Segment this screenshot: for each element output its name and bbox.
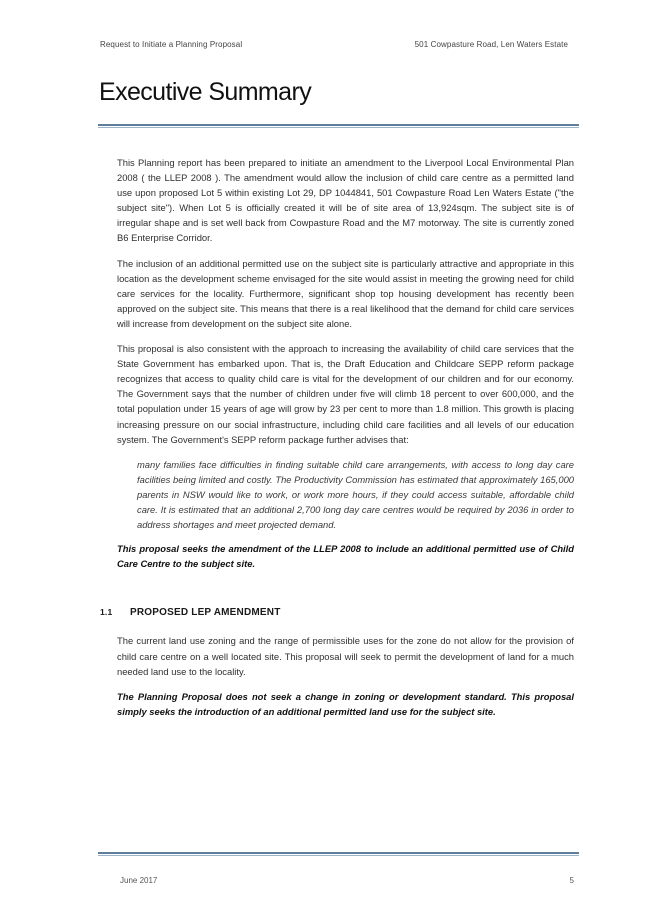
header-site-address: 501 Cowpasture Road, Len Waters Estate [414,40,568,49]
page-title: Executive Summary [99,78,312,106]
block-quote: many families face difficulties in finding suitable child care arrangements, with access to long day care facilities being limited and costly. The Productivity Commission has estimated that approximately 165,000 parents in NSW would like to work, or work more hours, if they could access suitable, affordable child care. It is estimated that an additional 2,700 long day care centres would be required by 2036 in order to address shortages and meet projected demand. [137,458,574,531]
proposal-statement: This proposal seeks the amendment of the LLEP 2008 to include an additional permitted use of Child Care Centre to the subject site. [117,543,574,570]
paragraph-amendment: The current land use zoning and the range of permissible uses for the zone do not allow for the provision of child care centre on a well located site. This proposal will seek to permit the development of land for a much needed land use to the locality. [117,635,574,677]
section-number: 1.1 [100,607,113,618]
paragraph-rationale: The inclusion of an additional permitted use on the subject site is particularly attractive and appropriate in this location as the development scheme envisaged for the site would assist in meeting the growing need for child care services for the locality. Furthermore, significant shop top housing development has recently been approved on the subject site. This means that there is a real likelihood that the demand for child care services will increase from development on the subject site alone. [117,257,574,329]
paragraph-government-approach: This proposal is also consistent with the approach to increasing the availability of child care services that the State Government has embarked upon. That is, the Draft Education and Childcare SEPP reform package recognizes that access to quality child care is vital for the development of our children and for our economy. The Government says that the number of children under five will climb 18 percent to over 600,000, and the total population under 15 years of age will grow by 23 per cent to more than 1.8 million. This growth is placing increasing pressure on our social infrastructure, including child care facilities and all levels of our education system. The Government's SEPP reform package further advises that: [117,343,574,445]
footer-date: June 2017 [120,876,158,885]
section-title: PROPOSED LEP AMENDMENT [130,607,281,619]
paragraph-intro: This Planning report has been prepared to initiate an amendment to the Liverpool Local Environmental Plan 2008 ( the LLEP 2008 ). The amendment would allow the inclusion of child care centre as a permitted land use upon proposed Lot 5 within existing Lot 29, DP 1044841, 501 Cowpasture Road Len Waters Estate ("the subject site"). When Lot 5 is officially created it will be of site area of 13,924sqm. The subject site is of irregular shape and is set well back from Cowpasture Road and the M7 motorway. The site is currently zoned B6 Enterprise Corridor. [117,157,574,244]
page-number: 5 [569,876,574,885]
footer-divider [98,852,579,854]
section-heading [100,605,574,620]
page-header [100,40,568,49]
title-divider-thin [98,127,579,128]
page-footer [120,876,574,885]
title-divider [98,124,579,126]
header-document-title: Request to Initiate a Planning Proposal [100,40,243,49]
paragraph-amendment-summary: The Planning Proposal does not seek a change in zoning or development standard. This proposal simply seeks the introduction of an additional permitted land use for the subject site. [117,690,574,717]
document-body [100,155,574,729]
footer-divider-thin [98,855,579,856]
